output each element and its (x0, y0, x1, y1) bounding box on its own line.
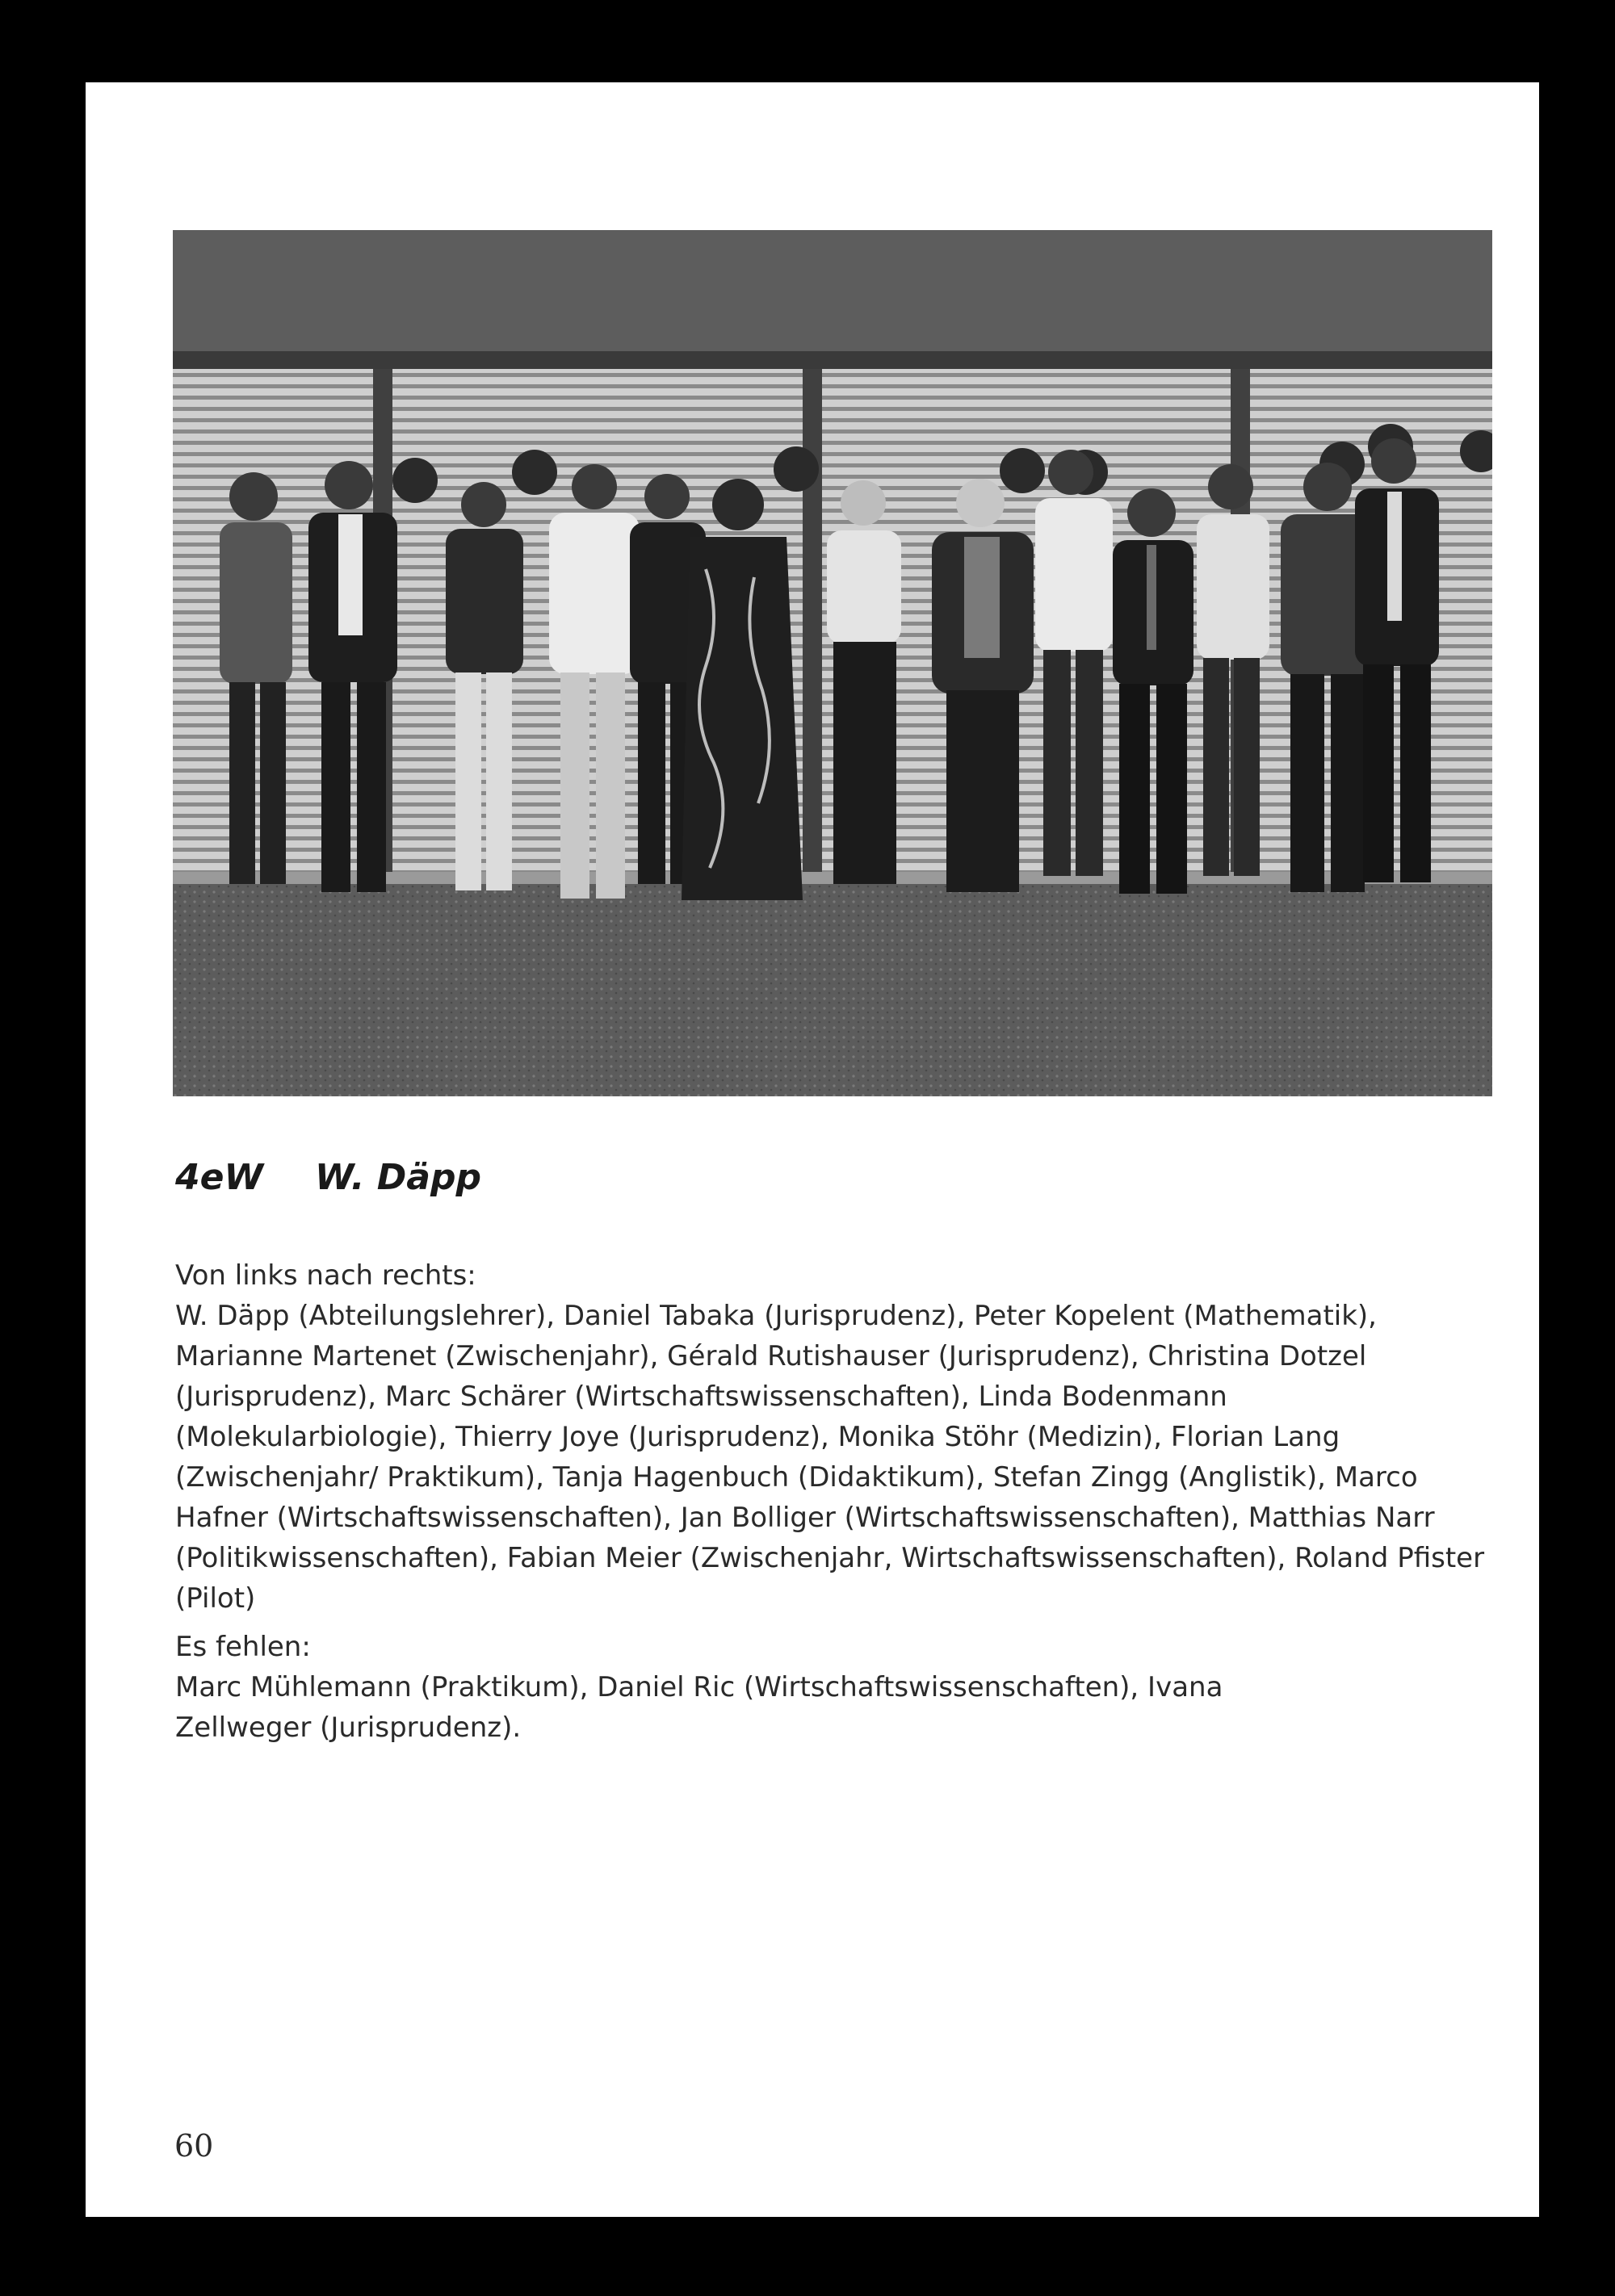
class-code: 4eW (175, 1157, 263, 1198)
present-names-list: W. Däpp (Abteilungslehrer), Daniel Tabaka (Jurisprudenz), Peter Kopelent (Mathematik), Marianne Martenet (Zwischenjahr), Gérald Rutishauser (Jurisprudenz), Christina Dotzel (Jurisprudenz), Marc Schärer (Wirtschaftswissenschaften), Linda Bodenmann (Molekularbiologie), Thierry Joye (Jurisprudenz), Monika Stöhr (Medizin), Florian Lang (Zwischenjahr/ Praktikum), Tanja Hagenbuch (Didaktikum), Stefan Zingg (Anglistik), Marco Hafner (Wirtschaftswissenschaften), Jan Bolliger (Wirtschaftswissenschaften), Matthias Narr (Politikwissenschaften), Fabian Meier (Zwischenjahr, Wirtschaftswissenschaften), Roland Pfister (Pilot) (175, 1300, 1485, 1615)
yearbook-page (86, 82, 1539, 2217)
page-number: 60 (174, 2128, 214, 2164)
class-group-photo (173, 230, 1492, 1096)
missing-label: Es fehlen: (175, 1631, 311, 1663)
class-heading (175, 1157, 481, 1198)
present-label: Von links nach rechts: (175, 1259, 476, 1292)
class-teacher: W. Däpp (315, 1157, 481, 1198)
group-photo-icon (173, 230, 1492, 1096)
missing-names-list: Marc Mühlemann (Praktikum), Daniel Ric (Wirtschaftswissenschaften), Ivana Zellweger (Jurisprudenz). (175, 1671, 1223, 1744)
